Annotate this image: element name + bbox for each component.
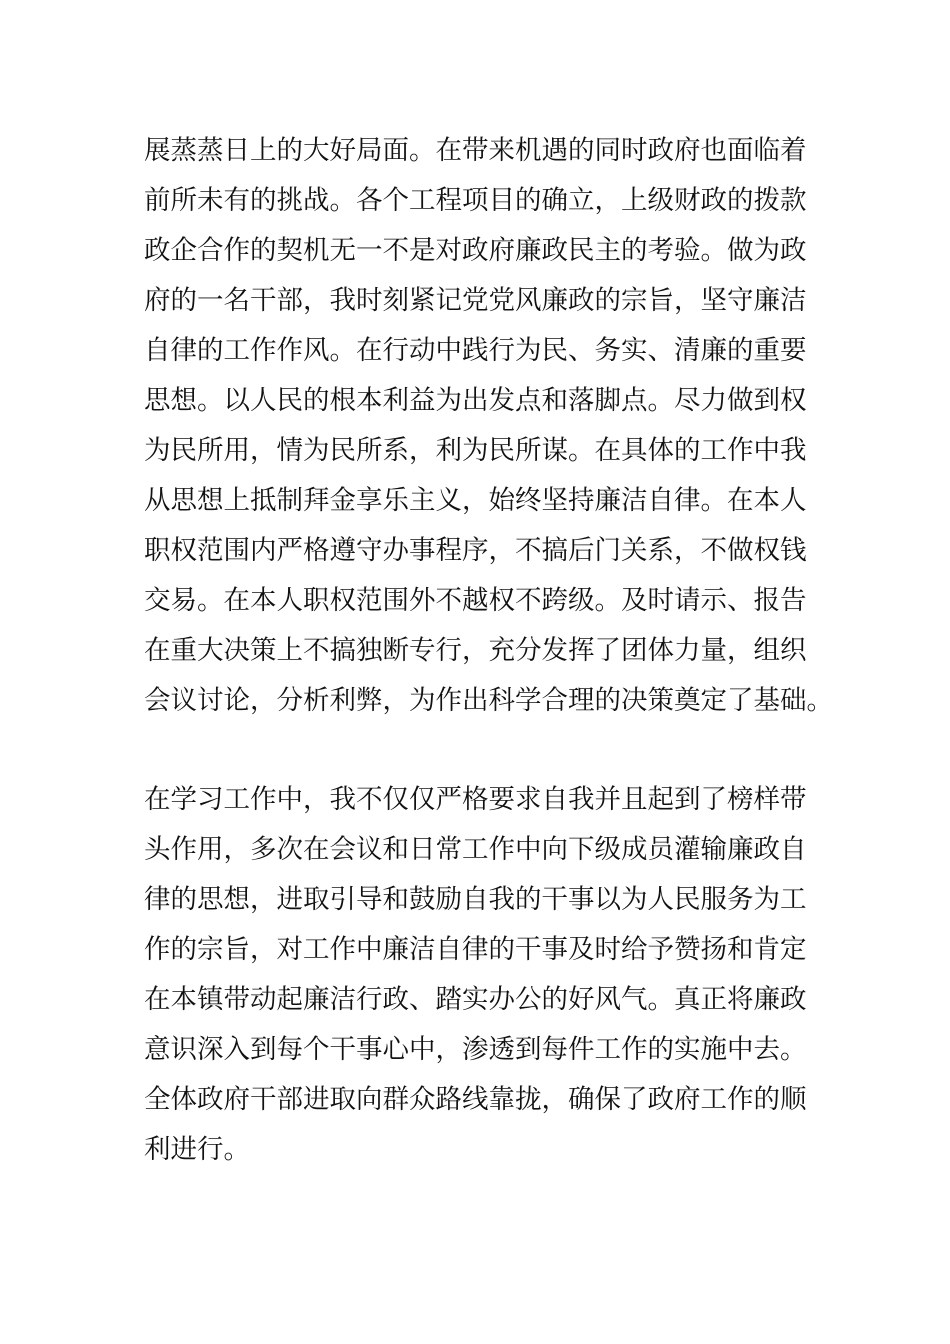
text-line: 府的一名干部，我时刻紧记党党风廉政的宗旨，坚守廉洁 [144,285,807,316]
text-line: 思想。以人民的根本利益为出发点和落脚点。尽力做到权 [144,385,807,416]
text-line: 在重大决策上不搞独断专行，充分发挥了团体力量，组织 [144,635,807,666]
text-line: 交易。在本人职权范围外不越权不跨级。及时请示、报告 [144,585,807,616]
text-line: 自律的工作作风。在行动中践行为民、务实、清廉的重要 [144,335,807,366]
text-line: 在学习工作中，我不仅仅严格要求自我并且起到了榜样带 [144,784,807,815]
text-line: 作的宗旨，对工作中廉洁自律的干事及时给予赞扬和肯定 [144,934,807,965]
text-line: 律的思想，进取引导和鼓励自我的干事以为人民服务为工 [144,884,807,915]
text-line: 展蒸蒸日上的大好局面。在带来机遇的同时政府也面临着 [144,135,807,166]
text-line: 在本镇带动起廉洁行政、踏实办公的好风气。真正将廉政 [144,984,807,1015]
text-line: 前所未有的挑战。各个工程项目的确立，上级财政的拨款 [144,185,807,216]
text-line: 利进行。 [144,1134,250,1165]
paragraph-2 [144,775,824,1175]
text-line: 职权范围内严格遵守办事程序，不搞后门关系，不做权钱 [144,535,807,566]
text-line: 会议讨论，分析利弊，为作出科学合理的决策奠定了基础。 [144,685,833,716]
text-line: 政企合作的契机无一不是对政府廉政民主的考验。做为政 [144,235,807,266]
text-line: 头作用，多次在会议和日常工作中向下级成员灌输廉政自 [144,834,807,865]
paragraph-1 [144,126,833,726]
text-line: 从思想上抵制拜金享乐主义，始终坚持廉洁自律。在本人 [144,485,807,516]
text-line: 为民所用，情为民所系，利为民所谋。在具体的工作中我 [144,435,807,466]
text-line: 全体政府干部进取向群众路线靠拢，确保了政府工作的顺 [144,1084,807,1115]
text-line: 意识深入到每个干事心中，渗透到每件工作的实施中去。 [144,1034,807,1065]
